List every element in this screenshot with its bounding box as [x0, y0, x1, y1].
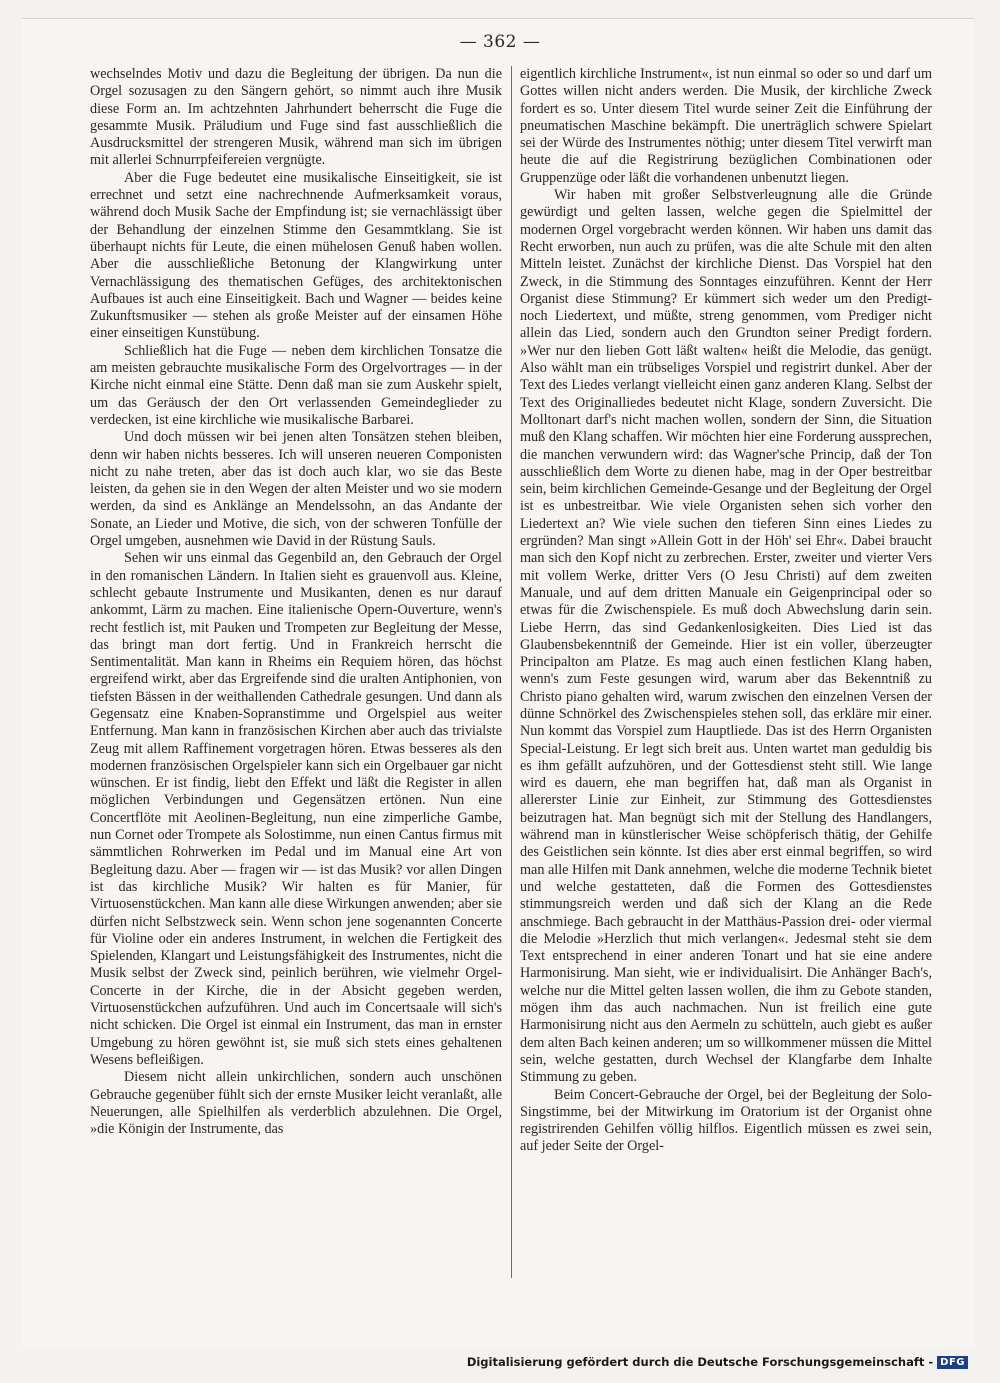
paragraph: Wir haben mit großer Selbstverleugnung alle die Gründe gewürdigt und gelten lassen, welche gegen die Spielmittel der modernen Orgel vorgebracht werden können. Wir haben uns damit das Recht erworben, nun auch zu prüfen, was die alte Schule mit den alten Mitteln leistet. Zunächst der kirchliche Dienst. Das Vorspiel hat den Zweck, in die Stimmung des Sonntages einzuführen. Kennt der Herr Organist diese Stimmung? Er kümmert sich weder um den Predigt- noch Liedertext, und müßte, streng genommen, vom Prediger nicht allein das Lied, sondern auch den Grundton seiner Predigt fordern. »Wer nur den lieben Gott läßt walten« heißt die Melodie, das genügt. Also wählt man ein trübseliges Vorspiel und registrirt dunkel. Aber der Text des Liedes verlangt vielleicht einen ganz anderen Klang. Selbst der Text des Originalliedes bedeutet nicht Klage, sondern Zuversicht. Die Molltonart darf's nicht machen wollen, sondern der Sinn, die Situation muß den Klang schaffen. Wir möchten hier eine Forderung aussprechen, die manchen verwundern wird: das Wagner'sche Princip, daß der Ton ausschließlich dem Worte zu dienen habe, mag in der Oper bestreitbar sein, beim kirchlichen Gemeinde-Gesange und der Begleitung der Orgel ist es unbestreitbar. Wie viele Organisten sehen sich vorher den Liedertext an? Wie viele suchen den tieferen Sinn eines Liedes zu ergründen? Man singt »Allein Gott in der Höh' sei Ehr«. Dabei braucht man sich den Kopf nicht zu zerbrechen. Erster, zweiter und vierter Vers mit vollem Werke, dritter Vers (O Jesu Christi) auf dem zweiten Manuale, und auf dem dritten Manuale ein Geigenprincipal oder so etwas für die Zwischenspiele. Es muß doch Abwechslung darin sein. Liebe Herrn, das sind Gedankenlosigkeiten. Dies Lied ist das Glaubensbekenntniß der Gemeinde. Hier ist ein voller, überzeugter Principalton am Platze. Es mag auch einen festlichen Klang haben, wenn's zum Feste gesungen wird, warum aber das Bekenntniß zu Christo piano gehalten wird, warum zwischen den einzelnen Versen der dünne Schnörkel des Zwischenspieles stehen soll, das erkläre mir einer. Nun kommt das Vorspiel zum Hauptliede. Das ist des Herrn Organisten Special-Leistung. Er legt sich breit aus. Unten wartet man geduldig bis es ihm gefällt aufzuhören, und der Gottesdienst steht still. Wie lange wird es dauern, ehe man begriffen hat, daß man als Organist in allererster Linie zur Einheit, zur Stimmung des Gottesdienstes beizutragen hat. Man begnügt sich mit der Stellung des Handlangers, während man in künstlerischer Weise schöpferisch thätig, der Gehilfe des Geistlichen sein könnte. Ist dies aber erst einmal begriffen, so wird man alle Hilfen mit Dank annehmen, welche die moderne Technik bietet und welche gestatteten, daß die Formen des Gottesdienstes stimmungsreich werden und daß sich der Klang an die Rede anschmiege. Bach gebraucht in der Matthäus-Passion drei- oder viermal die Melodie »Herzlich thut mich verlangen«. Jedesmal steht sie dem Text entsprechend in einer anderen Tonart und hat sie eine andere Harmonisirung. Man sieht, wie er individualisirt. Die Anhänger Bach's, welche nur die Mittel gelten lassen wollen, die ihm zu Gebote standen, mögen ihm das auch nachmachen. Nun ist freilich eine gute Harmonisirung nicht aus den Aermeln zu schütteln, auch giebt es außer dem alten Bach keinen anderen; um so willkommener müssen die Mittel sein, welche gestatten, durch Wechsel der Klangfarbe dem Inhalte Stimmung zu geben.: [520, 187, 933, 1086]
funding-footer: [467, 1355, 968, 1369]
dfg-logo: DFG: [937, 1356, 968, 1369]
left-column: [90, 66, 502, 1138]
page-number: — 362 —: [459, 32, 541, 52]
paragraph: Sehen wir uns einmal das Gegenbild an, den Gebrauch der Orgel in den romanischen Ländern. In Italien sieht es grauenvoll aus. Kleine, schlecht gebaute Instrumente und Musikanten, denen es nur darauf ankommt, Lärm zu machen. Eine italienische Opern-Ouverture, wenn's recht festlich ist, mit Pauken und Trompeten zur Begleitung der Messe, das bringt man dort fertig. Und in Frankreich herrscht die Sentimentalität. Man kann in Rheims ein Requiem hören, das höchst ergreifend wirkt, aber das Ergreifende sind die uralten Antiphonien, von tiefsten Bässen in der weithallenden Cathedrale gesungen. Und dann als Gegensatz eine Knaben-Sopranstimme und Orgelspiel aus weiter Entfernung. Man kann in französischen Kirchen aber auch das trivialste Zeug mit allem Raffinement vorgetragen hören. Etwas besseres als den modernen französischen Orgelspieler kann sich ein Orgelbauer gar nicht wünschen. Er ist findig, liebt den Effekt und läßt die Register in allen möglichen Verbindungen und Gegensätzen ertönen. Nun eine Concertflöte mit Aeolinen-Begleitung, nun eine zimperliche Gambe, nun Cornet oder Trompete als Solostimme, nun einen Cantus firmus mit sämmtlichen Rohrwerken im Pedal und im Manual eine Art von Begleitung dazu. Aber — fragen wir — ist das Musik? vor allen Dingen ist das kirchliche Musik? Wir halten es für Manier, für Virtuosenstückchen. Man kann alle diese Wirkungen anwenden; aber sie dürfen nicht Selbstzweck sein. Wenn schon jene sogenannten Concerte für Violine oder ein anderes Instrument, in welchen die Fertigkeit des Spielenden, Klangart und Leistungsfähigkeit des Instrumentes, nicht die Musik selbst der Zweck sind, peinlich berühren, wie vielmehr Orgel-Concerte in der Kirche, die in der Absicht gegeben werden, Virtuosenstückchen aufzuführen. Und auch im Concertsaale will sich's nicht schicken. Die Orgel ist einmal ein Instrument, das man in ernster Umgebung zu hören gewöhnt ist, sie muß sich stets eines gehaltenen Wesens befleißigen.: [90, 550, 502, 1068]
paragraph: eigentlich kirchliche Instrument«, ist nun einmal so oder so und darf um Gottes willen nicht anders werden. Die Musik, der kirchliche Zweck fordert es so. Unter diesem Titel wurde seiner Zeit die Einführung der pneumatischen Maschine bekämpft. Die unerträglich schwere Spielart sei der Würde des Instrumentes nöthig; unter diesem Titel verwirft man heute die auf die Registrirung bezüglichen Combinationen oder Gruppenzüge oder läßt die vorhandenen unbenutzt liegen.: [520, 66, 932, 186]
paragraph: Schließlich hat die Fuge — neben dem kirchlichen Tonsatze die am meisten gebrauchte musikalische Form des Orgelvortrages — in der Kirche nicht einmal eine Stätte. Denn daß man sie zum Auskehr spielt, um das Geräusch der den Ort verlassenden Gemeindeglieder zu verdecken, ist eine kirchliche wie musikalische Barbarei.: [90, 342, 502, 428]
paragraph: wechselndes Motiv und dazu die Begleitung der übrigen. Da nun die Orgel sozusagen zu den Sängern gehört, so nimmt auch ihre Musik diese Form an. Im achtzehnten Jahrhundert beherrscht die Fuge die gesammte Musik. Präludium und Fuge sind fast ausschließlich die Ausdrucksmittel der strengeren Musik, während man sich im übrigen mit allerlei Schnurrpfeifereien vergnügte.: [90, 66, 502, 169]
right-column: [520, 66, 932, 1156]
paragraph: Beim Concert-Gebrauche der Orgel, bei der Begleitung der Solo-Singstimme, bei der Mitwirkung im Oratorium ist der Organist ohne registrirenden Gehilfen völlig hilflos. Eigentlich müssen es zwei sein, auf jeder Seite der Orgel-: [520, 1086, 932, 1155]
paragraph: Aber die Fuge bedeutet eine musikalische Einseitigkeit, sie ist errechnet und setzt eine nachrechnende Aufmerksamkeit voraus, während doch Musik Sache der Empfindung ist; sie vernachlässigt über der Behandlung der einzelnen Stimme den Gesammtklang. Sie ist überhaupt nichts für Leute, die einen mühelosen Genuß haben wollen. Aber die ausschließliche Betonung der Klangwirkung unter Vernachlässigung des thematischen Gefüges, des architektonischen Aufbaues ist auch eine Einseitigkeit. Bach und Wagner — beides keine Zukunftsmusiker — stehen als große Meister auf der einsamen Höhe einer einseitigen Kunstübung.: [90, 169, 502, 342]
paragraph: Und doch müssen wir bei jenen alten Tonsätzen stehen bleiben, denn wir haben nichts besseres. Ich will unseren neueren Componisten nicht zu nahe treten, aber das ist doch auch klar, wo sie das Beste leisten, da gehen sie in den Wegen der alten Meister und wo sie modern werden, da sind es Anklänge an Mendelssohn, an das Andante der Sonate, an Lieder und Motive, die sich, von der schweren Tonfülle der Orgel umgeben, ausnehmen wie David in der Rüstung Sauls.: [90, 429, 502, 550]
funding-note: Digitalisierung gefördert durch die Deutsche Forschungsgemeinschaft -: [466, 1355, 934, 1369]
paragraph: Diesem nicht allein unkirchlichen, sondern auch unschönen Gebrauche gegenüber fühlt sich der ernste Musiker leicht veranlaßt, alle Neuerungen, alle Spielhilfen als verderblich abzulehnen. Die Orgel, »die Königin der Instrumente, das: [90, 1069, 502, 1138]
column-divider: [511, 66, 512, 1278]
